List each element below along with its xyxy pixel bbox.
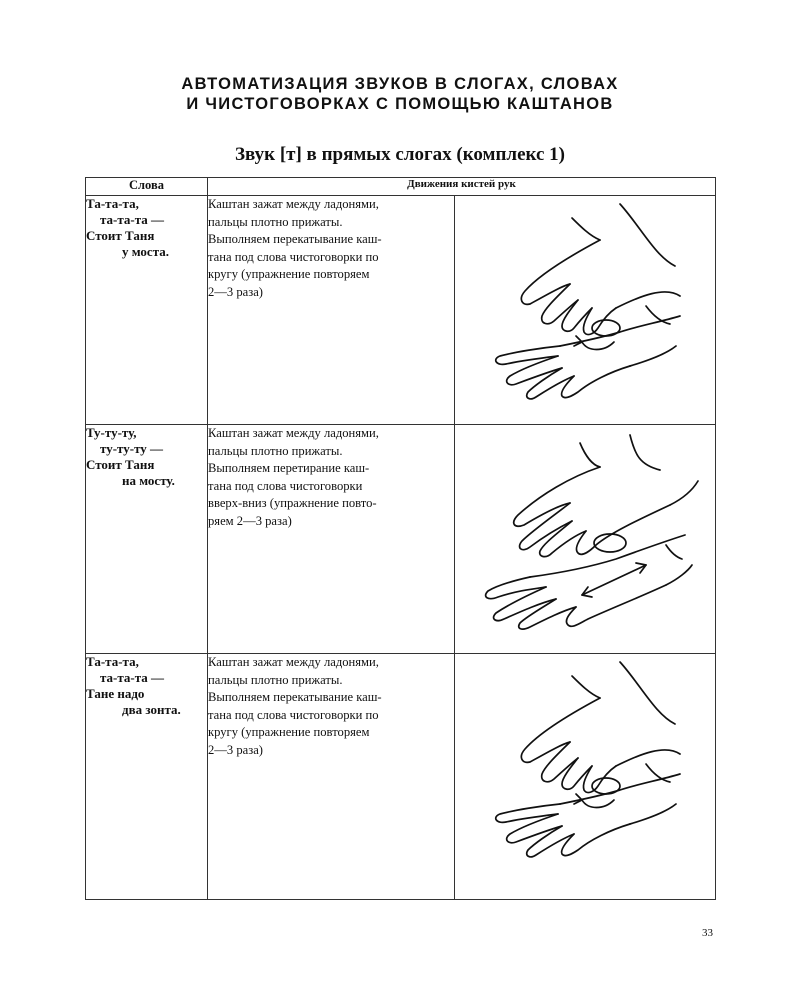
instruction-line: тана под слова чистоговорки bbox=[208, 478, 363, 493]
table-row bbox=[86, 654, 716, 900]
instruction-line: тана под слова чистоговорки по bbox=[208, 249, 379, 264]
rhyme-line: та-та-та — bbox=[100, 212, 165, 227]
instruction-line: 2—3 раза) bbox=[208, 742, 263, 757]
instruction-line: пальцы плотно прижаты. bbox=[208, 672, 343, 687]
instruction-line: вверх-вниз (упражнение повто- bbox=[208, 496, 377, 510]
instruction-line: Выполняем перетирание каш- bbox=[208, 461, 370, 475]
hands-illustration bbox=[470, 425, 700, 640]
instruction-line: Выполняем перекатывание каш- bbox=[208, 232, 382, 246]
rhyme-line: Тане надо bbox=[86, 686, 145, 701]
table-row bbox=[86, 425, 716, 654]
page-title: Звук [т] в прямых слогах (комплекс 1) bbox=[234, 144, 565, 165]
hands-illustration bbox=[470, 196, 700, 411]
instruction-line: Каштан зажат между ладонями, bbox=[208, 426, 379, 440]
rhyme-line: Ту-ту-ту, bbox=[86, 425, 137, 440]
table-header-row bbox=[86, 178, 716, 196]
illustration-cell bbox=[455, 425, 716, 654]
section-heading-line-2: И ЧИСТОГОВОРКАХ С ПОМОЩЬЮ КАШТАНОВ bbox=[186, 95, 614, 113]
instruction-line: кругу (упражнение повторяем bbox=[208, 725, 370, 739]
column-header-words: Слова bbox=[86, 178, 208, 196]
rhyme-line: на мосту. bbox=[122, 473, 175, 488]
instruction-cell bbox=[208, 425, 455, 654]
rhyme-line: ту-ту-ту — bbox=[100, 441, 164, 456]
rhyme-line: Стоит Таня bbox=[86, 457, 155, 472]
column-header-moves: Движения кистей рук bbox=[208, 178, 716, 196]
rhyme-cell bbox=[86, 196, 208, 425]
instruction-cell bbox=[208, 654, 455, 900]
rhyme-line: у моста. bbox=[122, 244, 169, 259]
rhyme-line: та-та-та — bbox=[100, 670, 165, 685]
rhyme-line: Стоит Таня bbox=[86, 228, 155, 243]
instruction-cell bbox=[208, 196, 455, 425]
instruction-line: Каштан зажат между ладонями, bbox=[208, 197, 379, 211]
instruction-line: Каштан зажат между ладонями, bbox=[208, 655, 379, 669]
rhyme-line: Та-та-та, bbox=[86, 196, 139, 211]
instruction-line: ряем 2—3 раза) bbox=[208, 513, 292, 528]
instruction-line: кругу (упражнение повторяем bbox=[208, 267, 370, 281]
exercise-table bbox=[85, 177, 716, 900]
rhyme-cell bbox=[86, 425, 208, 654]
instruction-line: пальцы плотно прижаты. bbox=[208, 214, 343, 229]
illustration-cell bbox=[455, 196, 716, 425]
instruction-line: пальцы плотно прижаты. bbox=[208, 443, 343, 458]
section-heading-line-1: АВТОМАТИЗАЦИЯ ЗВУКОВ В СЛОГАХ, СЛОВАХ bbox=[181, 75, 619, 93]
illustration-cell bbox=[455, 654, 716, 900]
instruction-line: тана под слова чистоговорки по bbox=[208, 707, 379, 722]
table-row bbox=[86, 196, 716, 425]
section-heading bbox=[0, 74, 800, 114]
rhyme-line: Та-та-та, bbox=[86, 654, 139, 669]
rhyme-line: два зонта. bbox=[122, 702, 181, 717]
instruction-line: Выполняем перекатывание каш- bbox=[208, 690, 382, 704]
hands-illustration bbox=[470, 654, 700, 879]
rhyme-cell bbox=[86, 654, 208, 900]
instruction-line: 2—3 раза) bbox=[208, 284, 263, 299]
page-number: 33 bbox=[702, 927, 713, 939]
